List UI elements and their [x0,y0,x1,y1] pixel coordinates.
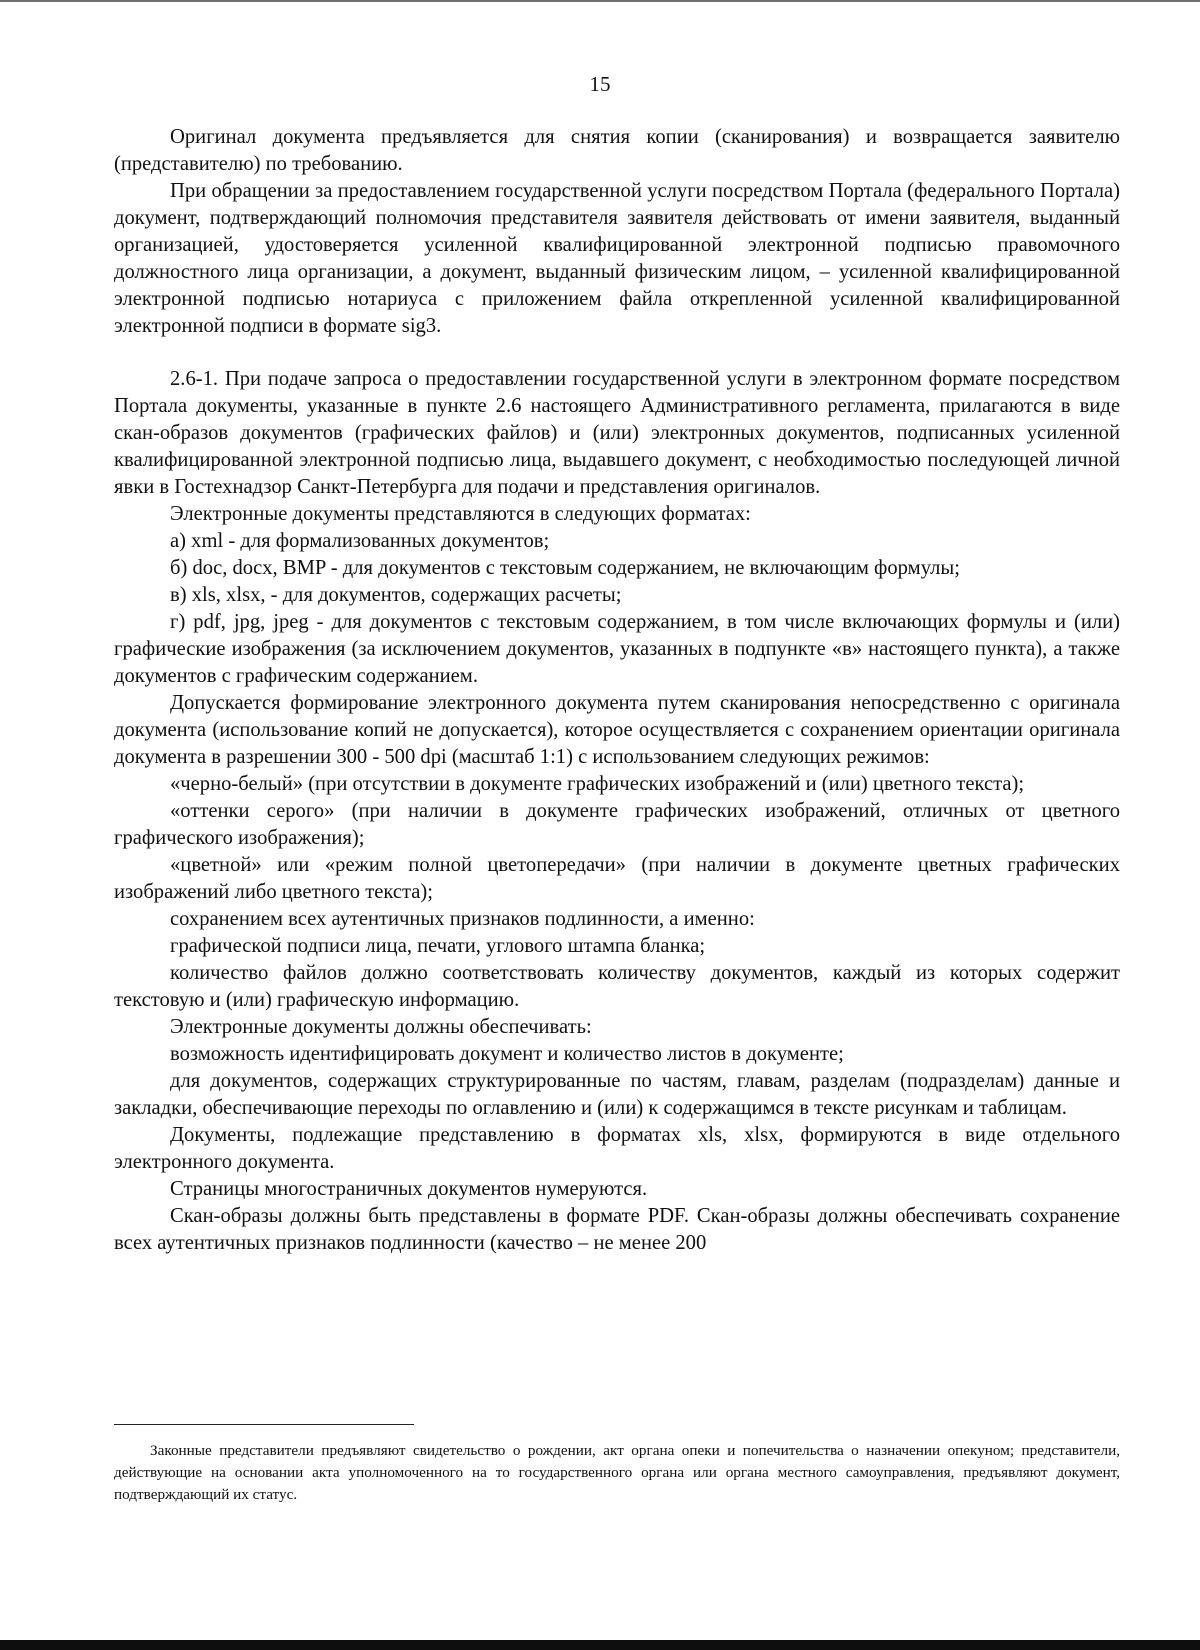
paragraph-scanning: Допускается формирование электронного документа путем сканирования непосредственно с оригинала документа (использование копий не допускается), которое осуществляется с сохранением ориентации оригинала документа в разрешении 300 - 500 dpi (масштаб 1:1) с использованием следующих режимов: [114,692,1120,768]
paragraph-signature-seal: графической подписи лица, печати, углового штампа бланка; [170,935,706,957]
paragraph-original-return: Оригинал документа предъявляется для снятия копии (сканирования) и возвращается заявителю (представителю) по требованию. [114,126,1120,175]
paragraph-formats-intro: Электронные документы представляются в следующих форматах: [170,503,751,525]
paragraph-file-count: количество файлов должно соответствовать количеству документов, каждый из которых содержит текстовую и (или) графическую информацию. [114,962,1120,1011]
paragraph-xls: Документы, подлежащие представлению в форматах xls, xlsx, формируются в виде отдельного электронного документа. [114,1124,1120,1173]
footnote-separator [114,1424,414,1425]
footnote: Законные представители предъявляют свидетельство о рождении, акт органа опеки и попечительства о назначении опекуном; представители, действующие на основании акта уполномоченного на то государственного органа или органа местного самоуправления, предъявляют документ, подтверждающий их статус. [114,1442,1120,1503]
list-item-format-b: б) doc, docx, BMP - для документов с текстовым содержанием, не включающим формулы; [170,557,960,579]
paragraph-requirements-intro: Электронные документы должны обеспечивать: [170,1016,592,1038]
list-item-bookmarks: для документов, содержащих структурированные по частям, главам, разделам (подразделам) данные и закладки, обеспечивающие переходы по оглавлению и (или) к содержащимся в тексте рисункам и таблицам. [114,1070,1120,1119]
list-item-format-v: в) xls, xlsx, - для документов, содержащих расчеты; [170,584,622,606]
paragraph-authenticity: сохранением всех аутентичных признаков подлинности, а именно: [170,908,755,930]
page-number: 15 [589,72,611,96]
paragraph-2-6-1: 2.6-1. При подаче запроса о предоставлении государственной услуги в электронном формате посредством Портала документы, указанные в пункте 2.6 настоящего Административного регламента, прилагаются в виде скан-образов документов (графических файлов) и (или) электронных документов, подписанных усиленной квалифицированной электронной подписью лица, выдавшего документ, с необходимостью последующей личной явки в Гостехнадзор Санкт-Петербурга для подачи и представления оригиналов. [114,368,1120,498]
list-item-format-a: а) xml - для формализованных документов; [170,530,550,552]
scan-bottom-edge [0,1640,1200,1650]
list-item-format-g: г) pdf, jpg, jpeg - для документов с текстовым содержанием, в том числе включающих формулы и (или) графические изображения (за исключением документов, указанных в подпункте «в» настоящего пункта), а также документов с графическим содержанием. [114,611,1120,687]
list-item-black-white: «черно-белый» (при отсутствии в документе графических изображений и (или) цветного текста); [170,773,1025,795]
paragraph-scan-pdf: Скан-образы должны быть представлены в формате PDF. Скан-образы должны обеспечивать сохранение всех аутентичных признаков подлинности (качество – не менее 200 [114,1205,1120,1254]
paragraph-numbering: Страницы многостраничных документов нумеруются. [170,1178,648,1200]
document-body [114,124,1120,1257]
scan-top-edge [0,0,1200,2]
list-item-identify: возможность идентифицировать документ и количество листов в документе; [170,1043,844,1065]
list-item-color: «цветной» или «режим полной цветопередачи» (при наличии в документе цветных графических изображений либо цветного текста); [114,854,1120,903]
list-item-grayscale: «оттенки серого» (при наличии в документе графических изображений, отличных от цветного графического изображения); [114,800,1120,849]
paragraph-portal-authority: При обращении за предоставлением государственной услуги посредством Портала (федерального Портала) документ, подтверждающий полномочия представителя заявителя действовать от имени заявителя, выданный организацией, удостоверяется усиленной квалифицированной электронной подписью правомочного должностного лица организации, а документ, выданный физическим лицом, – усиленной квалифицированной электронной подписью нотариуса с приложением файла открепленной усиленной квалифицированной электронной подписи в формате sig3. [114,180,1120,337]
